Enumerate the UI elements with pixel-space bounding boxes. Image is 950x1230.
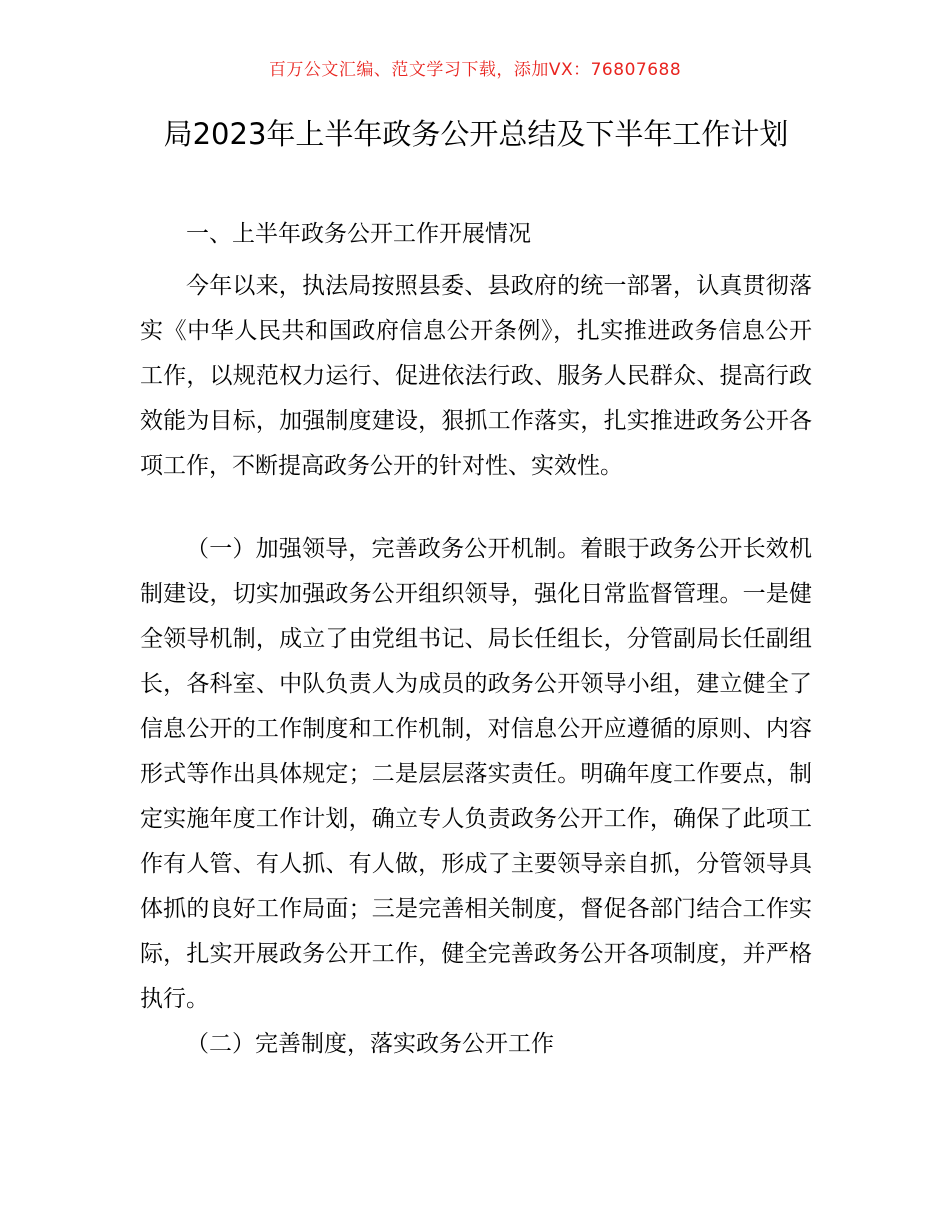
paragraph-1: 今年以来，执法局按照县委、县政府的统一部署，认真贯彻落实《中华人民共和国政府信息公开条例》，扎实推进政务信息公开工作，以规范权力运行、促进依法行政、服务人民群众、提高行政效能为目标，加强制度建设，狠抓工作落实，扎实推进政务公开各项工作，不断提高政务公开的针对性、实效性。 — [140, 273, 812, 479]
document-title: 局2023年上半年政务公开总结及下半年工作计划 — [163, 117, 789, 151]
section-heading-1: 一、上半年政务公开工作开展情况 — [186, 221, 531, 247]
subsection-heading-2: （二）完善制度，落实政务公开工作 — [186, 1031, 554, 1057]
watermark-banner: 百万公文汇编、范文学习下载，添加VX：76807688 — [268, 60, 682, 80]
paragraph-2: （一）加强领导，完善政务公开机制。着眼于政务公开长效机制建设，切实加强政务公开组织领导，强化日常监督管理。一是健全领导机制，成立了由党组书记、局长任组长，分管副局长任副组长，各科室、中队负责人为成员的政务公开领导小组，建立健全了信息公开的工作制度和工作机制，对信息公开应遵循的原则、内容形式等作出具体规定；二是层层落实责任。明确年度工作要点，制定实施年度工作计划，确立专人负责政务公开工作，确保了此项工作有人管、有人抓、有人做，形成了主要领导亲自抓，分管领导具体抓的良好工作局面；三是完善相关制度，督促各部门结合工作实际，扎实开展政务公开工作，健全完善政务公开各项制度，并严格执行。 — [140, 536, 812, 1012]
